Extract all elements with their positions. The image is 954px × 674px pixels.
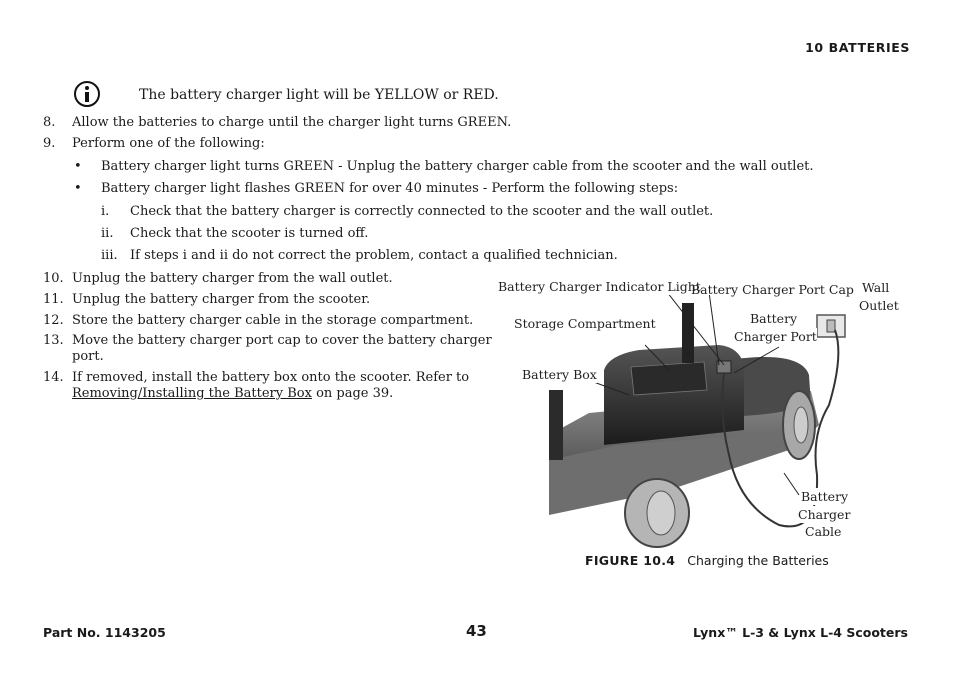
bullet-text: Battery charger light flashes GREEN for over 40 minutes - Perform the following steps: — [101, 181, 679, 196]
callout-battery-box: Battery Box — [522, 367, 597, 382]
step-text: Allow the batteries to charge until the charger light turns GREEN. — [72, 115, 512, 130]
step-text: Perform one of the following: — [72, 136, 265, 151]
page-reference: on page 39. — [311, 386, 394, 401]
substep-text: If steps i and ii do not correct the problem, contact a qualified technician. — [130, 248, 618, 263]
step-num: 8. — [43, 115, 56, 130]
bullet-mark: • — [74, 159, 82, 174]
figure-label: FIGURE 10.4 — [585, 553, 676, 568]
bullet-mark: • — [74, 181, 82, 196]
callout-wall-outlet-line1: Wall — [862, 280, 890, 295]
step-num: 10. — [43, 271, 64, 286]
substep-num: iii. — [101, 248, 118, 263]
step-text: Unplug the battery charger from the scooter. — [72, 292, 371, 307]
info-icon — [74, 81, 100, 107]
substep-num: i. — [101, 204, 110, 219]
step-text: Move the battery charger port cap to cover the battery charger — [72, 333, 492, 348]
part-number: Part No. 1143205 — [43, 625, 166, 640]
figure-title: Charging the Batteries — [687, 553, 829, 568]
callout-wall-outlet-line2: Outlet — [859, 298, 899, 313]
callout-cable-line1: Battery — [801, 489, 849, 504]
step-num: 13. — [43, 333, 64, 348]
callout-indicator-light: Battery Charger Indicator Light — [498, 279, 701, 294]
callout-charger-port-line1: Battery — [750, 311, 798, 326]
step-text: If removed, install the battery box onto the scooter. Refer to — [72, 370, 470, 385]
callout-port-cap: Battery Charger Port Cap — [691, 282, 854, 297]
bullet-text: Battery charger light turns GREEN - Unplug the battery charger cable from the scooter and the wall outlet. — [101, 159, 814, 174]
step-text: Store the battery charger cable in the storage compartment. — [72, 313, 474, 328]
figure-caption — [585, 553, 829, 568]
substep-text: Check that the battery charger is correctly connected to the scooter and the wall outlet. — [130, 204, 714, 219]
callout-cable-line3: Cable — [805, 524, 842, 539]
step-num: 11. — [43, 292, 64, 307]
step-text: port. — [72, 349, 104, 364]
callout-storage-compartment: Storage Compartment — [514, 316, 656, 331]
note-text: The battery charger light will be YELLOW or RED. — [139, 87, 499, 103]
substep-text: Check that the scooter is turned off. — [130, 226, 369, 241]
cross-reference-link[interactable]: Removing/Installing the Battery Box — [72, 386, 312, 401]
step-text: Unplug the battery charger from the wall outlet. — [72, 271, 393, 286]
product-name: Lynx™ L-3 & Lynx L-4 Scooters — [693, 625, 908, 640]
callout-charger-port-line2: Charger Port — [734, 329, 817, 344]
substep-num: ii. — [101, 226, 114, 241]
page-number: 43 — [466, 622, 487, 640]
section-header: 10 BATTERIES — [805, 40, 910, 55]
step-num: 14. — [43, 370, 64, 385]
callout-cable-line2: Charger — [798, 507, 851, 522]
step-text-line2 — [72, 386, 393, 402]
step-num: 9. — [43, 136, 56, 151]
step-num: 12. — [43, 313, 64, 328]
